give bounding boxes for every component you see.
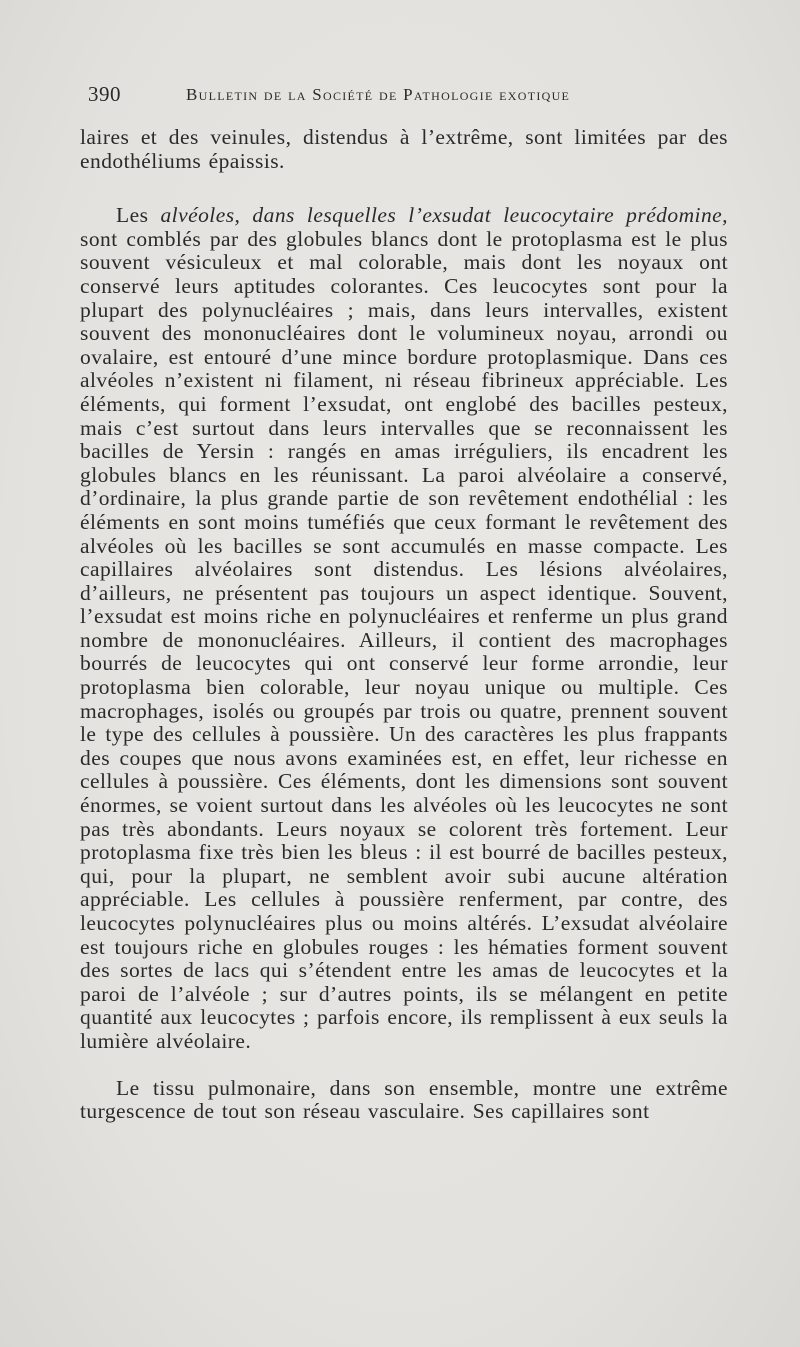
page-number: 390	[88, 82, 121, 106]
paragraph-gap	[80, 1054, 728, 1077]
paragraph-alveoles	[80, 204, 728, 1053]
paragraph-body: sont comblés par des globules blancs dont le protoplasma est le plus souvent vésiculeux et mal colorable, mais dont les noyaux ont conservé leurs aptitudes colorantes. Ces leucocytes sont pour la plupart des polynucléaires ; mais, dans leurs intervalles, existent souvent des mononucléaires dont le volumineux noyau, arrondi ou ovalaire, est entouré d’une mince bordure protoplasmique. Dans ces alvéoles n’existent ni filament, ni réseau fibrineux appréciable. Les éléments, qui forment l’exsudat, ont englobé des bacilles pesteux, mais c’est surtout dans leurs intervalles que se reconnaissent les bacilles de Yersin : rangés en amas irréguliers, ils encadrent les globules blancs en les réunissant. La paroi alvéolaire a conservé, d’ordinaire, la plus grande partie de son revêtement endothélial : les éléments en sont moins tuméfiés que ceux formant le revêtement des alvéoles où les bacilles se sont accumulés en masse compacte. Les capillaires alvéolaires sont distendus. Les lésions alvéolaires, d’ailleurs, ne présentent pas toujours un aspect identique. Souvent, l’exsudat est moins riche en polynucléaires et renferme un plus grand nombre de mononucléaires. Ailleurs, il contient des macrophages bourrés de leucocytes qui ont conservé leur forme arrondie, leur protoplasma bien colorable, leur noyau unique ou multiple. Ces macrophages, isolés ou groupés par trois ou quatre, prennent souvent le type des cellules à poussière. Un des caractères les plus frappants des coupes que nous avons examinées est, en effet, leur richesse en cellules à poussière. Ces éléments, dont les dimensions sont souvent énormes, se voient surtout dans les alvéoles où les leucocytes ne sont pas très abondants. Leurs noyaux se colorent très fortement. Leur protoplasma fixe très bien les bleus : il est bourré de bacilles pesteux, qui, pour la plupart, ne semblent avoir subi aucune altération appréciable. Les cellules à poussière renferment, par contre, des leucocytes polynucléaires plus ou moins altérés. L’exsudat alvéolaire est toujours riche en globules rouges : les hématies forment souvent des sortes de lacs qui s’étendent entre les amas de leucocytes et la paroi de l’alvéole ; sur d’autres points, ils se mélangent en petite quantité aux leucocytes ; parfois encore, ils remplissent à eux seuls la lumière alvéolaire.	[80, 226, 728, 1053]
body-text	[80, 126, 728, 1124]
running-title: Bulletin de la Société de Pathologie exotique	[186, 85, 571, 104]
paragraph-tissu: Le tissu pulmonaire, dans son ensemble, montre une extrême turgescence de tout son réseau vasculaire. Ses capillaires sont	[80, 1075, 728, 1124]
paragraph-continuation: laires et des veinules, distendus à l’extrême, sont limitées par des endothéliums épaissis.	[80, 125, 728, 173]
paragraph-lead: Les	[116, 203, 161, 228]
paragraph-gap	[80, 173, 728, 204]
page-header	[88, 82, 728, 112]
italic-phrase: alvéoles, dans lesquelles l’exsudat leucocytaire prédomine,	[160, 203, 729, 228]
